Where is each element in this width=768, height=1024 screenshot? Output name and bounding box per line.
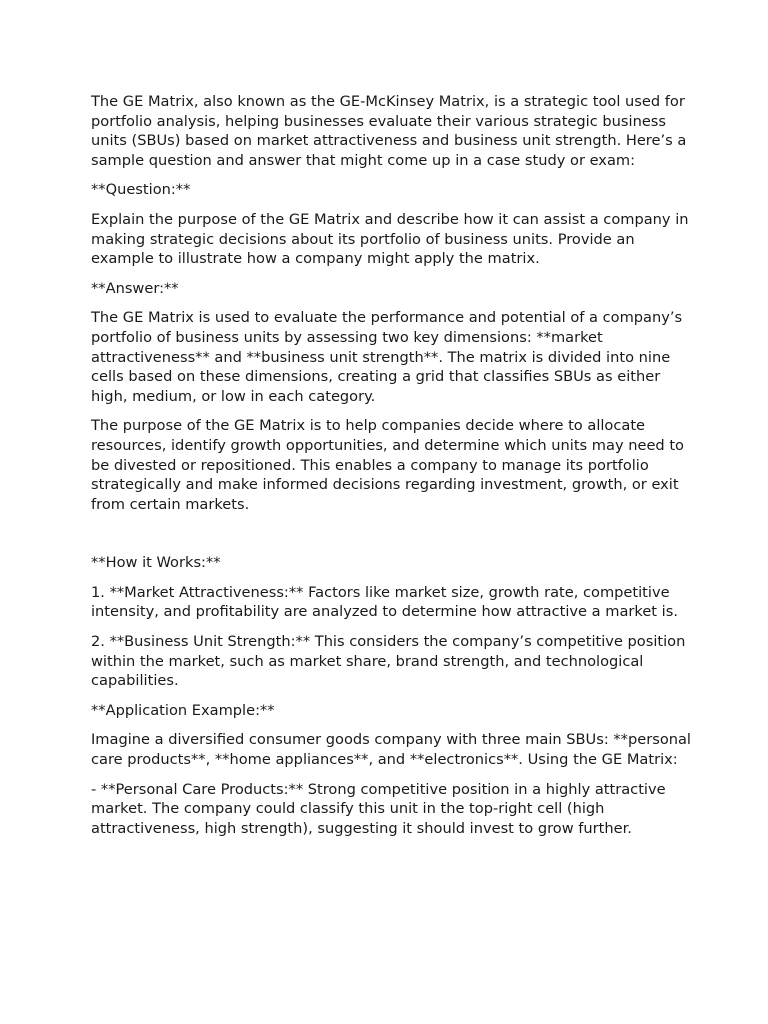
- application-example-heading: **Application Example:**: [91, 701, 275, 719]
- application-example-intro: Imagine a diversified consumer goods company with three main SBUs: **personal care products**, **home appliances**, and **electronics**. Using the GE Matrix:: [91, 731, 691, 769]
- how-it-works-item-2: 2. **Business Unit Strength:** This considers the company’s competitive position within the market, such as market share, brand strength, and technological capabilities.: [91, 633, 686, 690]
- how-it-works-heading: **How it Works:**: [91, 554, 221, 572]
- how-it-works-item-1: 1. **Market Attractiveness:** Factors like market size, growth rate, competitive intensity, and profitability are analyzed to determine how attractive a market is.: [91, 583, 678, 621]
- answer-paragraph-2: The purpose of the GE Matrix is to help companies decide where to allocate resources, identify growth opportunities, and determine which units may need to be divested or repositioned. This enables a company to manage its portfolio strategically and make informed decisions regarding investment, growth, or exit from certain markets.: [91, 417, 684, 513]
- question-paragraph: Explain the purpose of the GE Matrix and describe how it can assist a company in making strategic decisions about its portfolio of business units. Provide an example to illustrate how a company might apply the matrix.: [91, 210, 689, 268]
- answer-paragraph-1: The GE Matrix is used to evaluate the performance and potential of a company’s portfolio of business units by assessing two key dimensions: **market attractiveness** and **business unit strength**. The matrix is divided into nine cells based on these dimensions, creating a grid that classifies SBUs as either high, medium, or low in each category.: [91, 309, 683, 405]
- application-example-item-1: - **Personal Care Products:** Strong competitive position in a highly attractive market. The company could classify this unit in the top-right cell (high attractiveness, high strength), suggesting it should invest to grow further.: [91, 780, 666, 837]
- answer-heading: **Answer:**: [91, 279, 179, 297]
- section-spacer: [91, 524, 691, 553]
- question-heading: **Question:**: [91, 181, 191, 199]
- intro-paragraph: The GE Matrix, also known as the GE-McKinsey Matrix, is a strategic tool used for portfolio analysis, helping businesses evaluate their various strategic business units (SBUs) based on market attractiveness and business unit strength. Here’s a sample question and answer that might come up in a case study or exam:: [91, 93, 687, 169]
- document-body: [91, 92, 691, 848]
